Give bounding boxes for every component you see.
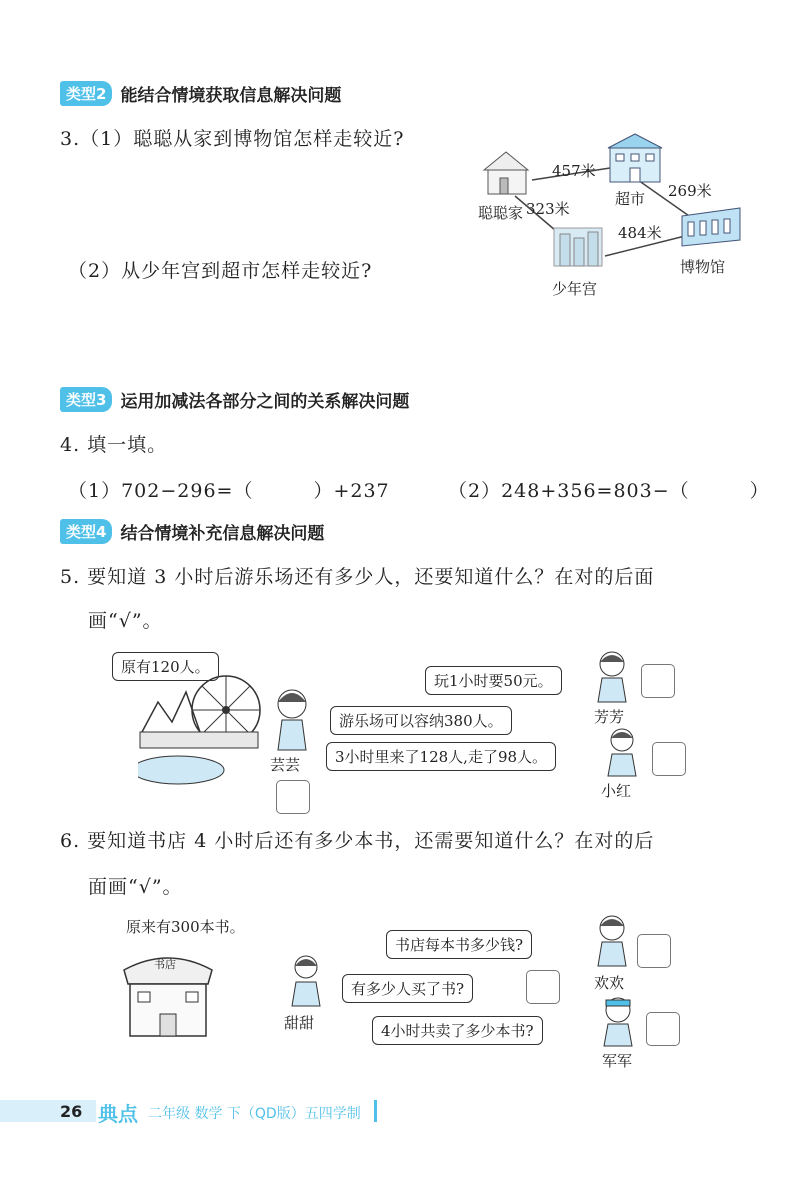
girl-yunyun-figure: [268, 686, 318, 752]
name-junjun: 军军: [602, 1052, 633, 1070]
footer-divider: [374, 1100, 377, 1122]
girl-xiaohong-figure: [600, 726, 644, 778]
question-3-part2: （2）从少年宫到超市怎样走较近?: [68, 260, 373, 282]
name-yunyun: 芸芸: [270, 756, 301, 774]
speech-bubble-huanhuan: 书店每本书多少钱?: [386, 930, 532, 959]
sign-original-books: 原来有300本书。: [126, 918, 245, 936]
speech-bubble-yunyun: 游乐场可以容纳380人。: [330, 706, 512, 735]
name-huanhuan: 欢欢: [594, 974, 625, 992]
dist-palace-museum: 484米: [618, 224, 662, 242]
section-title: 结合情境补充信息解决问题: [120, 523, 325, 544]
label-market: 超市: [615, 190, 646, 208]
section-title: 能结合情境获取信息解决问题: [120, 85, 342, 106]
speech-bubble-junjun: 4小时共卖了多少本书?: [372, 1016, 543, 1045]
section-header-type2: [60, 80, 341, 106]
question-5-line1: 5. 要知道 3 小时后游乐场还有多少人，还要知道什么？在对的后面: [60, 566, 655, 588]
dist-home-market: 457米: [552, 162, 596, 180]
boy-junjun-figure: [596, 994, 640, 1048]
question-5-line2: 画“√”。: [88, 610, 163, 632]
page-footer: [0, 1098, 800, 1128]
speech-bubble-fangfang: 玩1小时要50元。: [425, 666, 562, 695]
dist-market-museum: 269米: [668, 182, 712, 200]
checkbox-tiantian[interactable]: [526, 970, 560, 1004]
girl-fangfang-figure: [590, 648, 634, 704]
name-xiaohong: 小红: [601, 782, 632, 800]
question-4-part2: （2）248+356=803−（ ）: [448, 480, 770, 502]
girl-huanhuan-figure: [590, 912, 634, 968]
house-icon: [484, 152, 528, 194]
section-title: 运用加减法各部分之间的关系解决问题: [120, 391, 410, 412]
girl-tiantian-figure: [286, 952, 326, 1008]
book-info: 二年级 数学 下（QD版）五四学制: [148, 1106, 361, 1122]
museum-icon: [682, 208, 740, 246]
bookstore-sign: 书店: [154, 958, 176, 971]
question-4-part1: （1）702−296=（ ）+237: [68, 480, 390, 502]
type-tag: 类型2: [60, 81, 112, 106]
speech-bubble-tiantian: 有多少人买了书?: [342, 974, 473, 1003]
label-home: 聪聪家: [478, 204, 524, 222]
label-museum: 博物馆: [680, 258, 726, 276]
section-header-type3: [60, 386, 409, 412]
page-number: 26: [60, 1102, 83, 1121]
checkbox-junjun[interactable]: [646, 1012, 680, 1046]
youth-palace-icon: [554, 228, 602, 266]
type-tag: 类型4: [60, 519, 112, 544]
route-map: [470, 128, 760, 308]
dist-home-palace: 323米: [526, 200, 570, 218]
speech-bubble-xiaohong: 3小时里来了128人,走了98人。: [326, 742, 556, 771]
checkbox-xiaohong[interactable]: [652, 742, 686, 776]
type-tag: 类型3: [60, 387, 112, 412]
label-palace: 少年宫: [552, 280, 598, 298]
amusement-park-illustration: [138, 662, 268, 792]
checkbox-yunyun[interactable]: [276, 780, 310, 814]
checkbox-huanhuan[interactable]: [637, 934, 671, 968]
question-4-title: 4. 填一填。: [60, 434, 168, 456]
checkbox-fangfang[interactable]: [641, 664, 675, 698]
section-header-type4: [60, 518, 324, 544]
question-3-part1: 3.（1）聪聪从家到博物馆怎样走较近?: [60, 128, 405, 150]
question-6-line1: 6. 要知道书店 4 小时后还有多少本书，还需要知道什么？在对的后: [60, 830, 655, 852]
bookstore-illustration: [118, 940, 218, 1040]
name-tiantian: 甜甜: [284, 1014, 315, 1032]
brand-logo: 典点: [98, 1102, 138, 1126]
sign-original-count: 原有120人。: [112, 652, 219, 681]
question-6-line2: 面画“√”。: [88, 876, 183, 898]
supermarket-icon: [608, 134, 662, 182]
name-fangfang: 芳芳: [594, 708, 625, 726]
